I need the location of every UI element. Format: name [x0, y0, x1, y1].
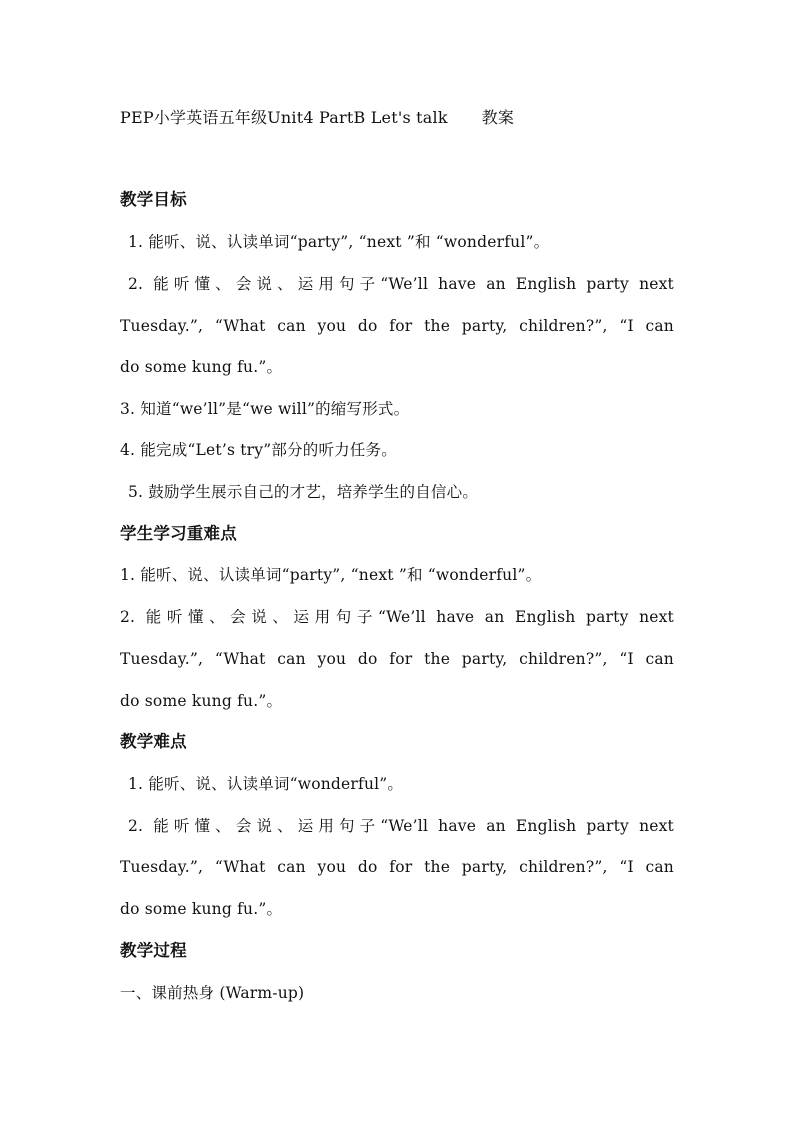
- objectives-item-2-line-1: 2. 能听懂、会说、运用句子“We’ll have an English party next: [128, 275, 674, 293]
- objectives-item-4: 4. 能完成“Let’s try”部分的听力任务。: [120, 441, 397, 459]
- process-heading: 教学过程: [120, 941, 187, 960]
- process-step-1: 一、课前热身 (Warm-up): [120, 984, 305, 1002]
- objectives-item-3: 3. 知道“we’ll”是“we will”的缩写形式。: [120, 400, 410, 418]
- objectives-heading: 教学目标: [120, 190, 187, 209]
- key-points-heading: 学生学习重难点: [120, 524, 237, 543]
- difficulties-heading: 教学难点: [120, 732, 187, 751]
- key-points-item-2-line-3: do some kung fu.”。: [120, 692, 283, 710]
- document-title-main: PEP小学英语五年级Unit4 PartB Let's talk: [120, 108, 448, 127]
- objectives-item-5: 5. 鼓励学生展示自己的才艺，培养学生的自信心。: [128, 483, 479, 501]
- objectives-item-2-line-3: do some kung fu.”。: [120, 358, 283, 376]
- difficulties-item-1: 1. 能听、说、认读单词“wonderful”。: [128, 775, 404, 793]
- key-points-item-2-line-2: Tuesday.”, “What can you do for the party, children?”, “I can: [120, 650, 674, 668]
- difficulties-item-2-line-2: Tuesday.”, “What can you do for the party, children?”, “I can: [120, 858, 674, 876]
- objectives-item-1: 1. 能听、说、认读单词“party”, “next ”和 “wonderful”。: [128, 233, 550, 251]
- objectives-item-2-line-2: Tuesday.”, “What can you do for the party, children?”, “I can: [120, 317, 674, 335]
- key-points-item-1: 1. 能听、说、认读单词“party”, “next ”和 “wonderful”。: [120, 566, 542, 584]
- difficulties-item-2-line-1: 2. 能听懂、会说、运用句子“We’ll have an English party next: [128, 817, 674, 835]
- document-title: [120, 107, 680, 129]
- document-title-suffix: 教案: [481, 108, 515, 127]
- key-points-item-2-line-1: 2. 能听懂、会说、运用句子“We’ll have an English party next: [120, 608, 674, 626]
- difficulties-item-2-line-3: do some kung fu.”。: [120, 900, 283, 918]
